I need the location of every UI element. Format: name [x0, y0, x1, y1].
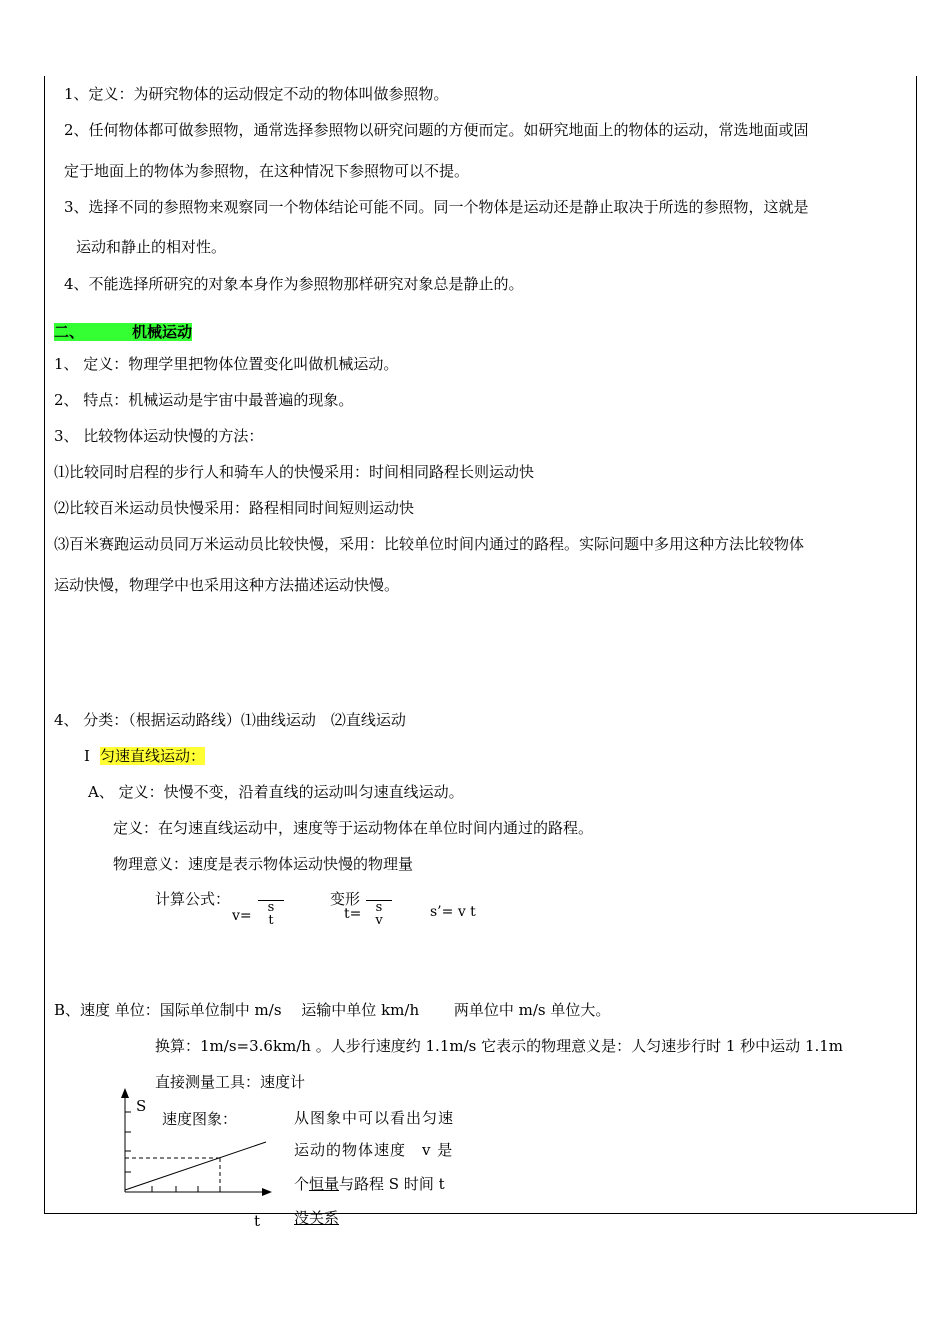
fraction-denominator-v: v [375, 913, 383, 928]
fraction-denominator-t: t [268, 913, 274, 928]
section-heading [54, 322, 192, 342]
sec1-p2b: 定于地面上的物体为参照物，在这种情况下参照物可以不提。 [64, 162, 470, 180]
heading-title: 机械运动 [132, 323, 193, 341]
sec2-p2: 2、 特点：机械运动是宇宙中最普遍的现象。 [54, 391, 354, 409]
transform-label: 变形 [330, 890, 361, 908]
sec1-p2a: 2、任何物体都可做参照物，通常选择参照物以研究问题的方便而定。如研究地面上的物体的运动，常选地面或固 [64, 121, 809, 139]
heading-number: 二、 [54, 323, 85, 341]
graph-label: 速度图象： [162, 1110, 238, 1128]
fraction-numerator-s: s [267, 900, 275, 915]
graph-line [125, 1142, 266, 1190]
graph-desc-1: 从图象中可以看出匀速 [294, 1109, 455, 1127]
b-speed-unit: B、速度 单位：国际单位制中 m/s 运输中单位 km/h 两单位中 m/s 单位大。 [54, 1001, 611, 1019]
fraction-numerator-s2: s [375, 900, 383, 915]
a-definition: A、 定义：快慢不变，沿着直线的运动叫匀速直线运动。 [88, 783, 464, 801]
transform-t: t= [344, 906, 362, 922]
y-axis-arrow [121, 1088, 129, 1098]
a-definition-2: 定义：在匀速直线运动中，速度等于运动物体在单位时间内通过的路程。 [113, 819, 594, 837]
formula-v: v= [232, 908, 252, 924]
formula-label: 计算公式： [155, 890, 231, 908]
axis-label-t: t [254, 1212, 261, 1230]
sec1-p4: 4、不能选择所研究的对象本身作为参照物那样研究对象总是静止的。 [64, 275, 524, 293]
desc3-underlined: 恒量 [309, 1175, 340, 1193]
sec1-p3b: 运动和静止的相对性。 [76, 238, 227, 256]
sec1-p1: 1、定义：为研究物体的运动假定不动的物体叫做参照物。 [64, 85, 449, 103]
subsection-number: Ⅰ [84, 747, 90, 765]
method-2: ⑵比较百米运动员快慢采用：路程相同时间短则运动快 [54, 499, 415, 517]
x-axis-arrow [262, 1188, 272, 1196]
fraction-s-over-t [258, 900, 284, 927]
sec1-p3a: 3、选择不同的参照物来观察同一个物体结论可能不同。同一个物体是运动还是静止取决于所选的参照物，这就是 [64, 198, 809, 216]
method-3b: 运动快慢，物理学中也采用这种方法描述运动快慢。 [54, 576, 400, 594]
graph-desc-2: 运动的物体速度 v 是 [294, 1141, 454, 1159]
desc3-suffix: 与路程 S 时间 t [339, 1175, 445, 1193]
sec2-p3: 3、 比较物体运动快慢的方法： [54, 427, 264, 445]
physical-meaning: 物理意义：速度是表示物体运动快慢的物理量 [113, 855, 414, 873]
axis-label-s: S [136, 1097, 147, 1115]
fraction-s-over-v [366, 900, 392, 927]
method-1: ⑴比较同时启程的步行人和骑车人的快慢采用：时间相同路程长则运动快 [54, 463, 535, 481]
subsection-title: 匀速直线运动： [99, 747, 205, 765]
sec2-p1: 1、 定义：物理学里把物体位置变化叫做机械运动。 [54, 355, 399, 373]
graph-desc-3 [294, 1174, 445, 1194]
method-3a: ⑶百米赛跑运动员同万米运动员比较快慢，采用：比较单位时间内通过的路程。实际问题中多用这种方法比较物体 [54, 535, 805, 553]
desc3-prefix: 个 [294, 1175, 310, 1193]
measuring-tool: 直接测量工具：速度计 [155, 1073, 306, 1091]
third-formula: s’= v t [430, 904, 476, 920]
subsection-heading [84, 746, 205, 766]
unit-conversion: 换算：1m/s=3.6km/h 。人步行速度约 1.1m/s 它表示的物理意义是：人匀速步行时 1 秒中运动 1.1m [155, 1037, 844, 1055]
graph-desc-4: 没关系 [294, 1209, 340, 1227]
sec2-p4: 4、 分类：（根据运动路线）⑴曲线运动 ⑵直线运动 [54, 711, 406, 729]
